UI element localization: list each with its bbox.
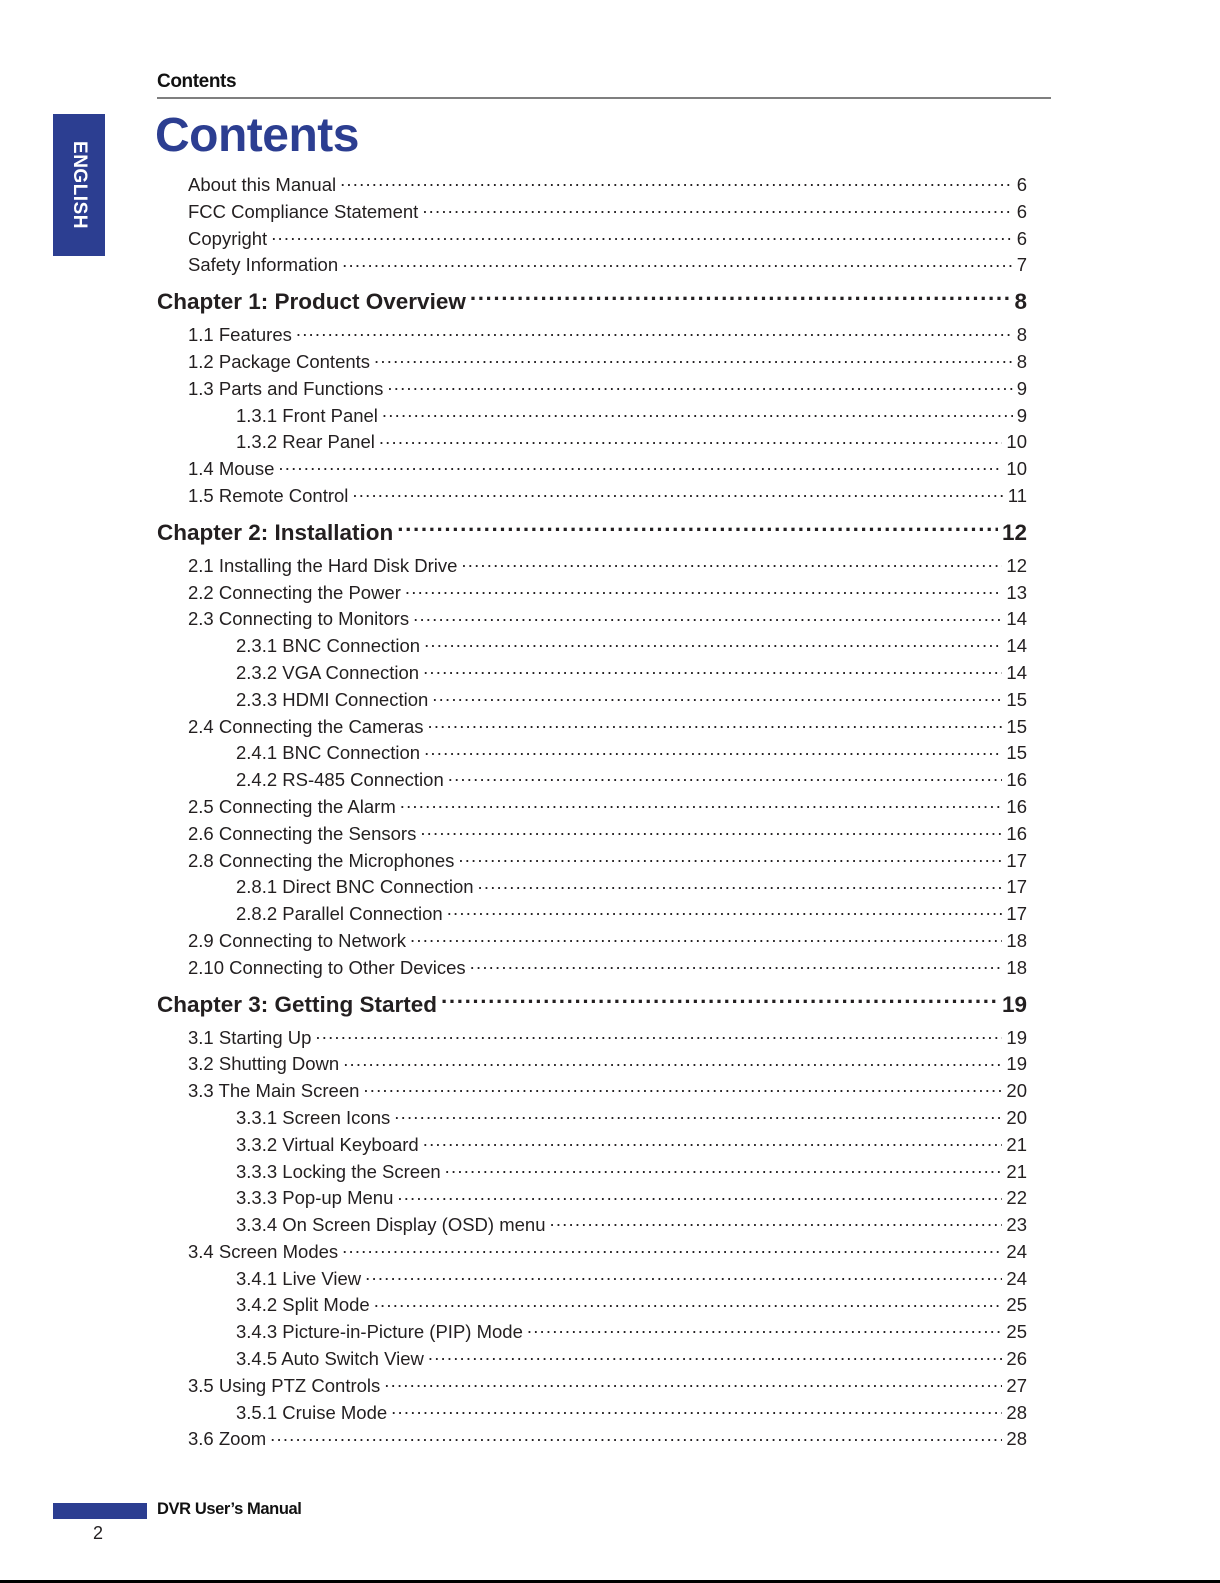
toc-entry-label: 2.4.1 BNC Connection [236,742,421,764]
toc-entry[interactable] [157,714,1027,741]
toc-entry-label: 2.4 Connecting the Cameras [188,715,424,737]
dot-leader [423,1132,1003,1151]
toc-entry-label: 3.1 Starting Up [188,1026,312,1048]
toc-entry-page: 17 [1006,849,1027,871]
toc-entry-page: 14 [1006,635,1027,657]
toc-entry[interactable] [157,821,1027,848]
toc-entry[interactable] [157,660,1027,687]
toc-entry-label: 3.3.1 Screen Icons [236,1106,391,1128]
language-tab-label: ENGLISH [69,141,91,229]
toc-entry[interactable] [157,429,1027,456]
dot-leader [374,1293,1003,1312]
chapter-title: Chapter 3: Getting Started [157,991,438,1017]
toc-entry[interactable] [157,553,1027,580]
dot-leader [422,199,1012,218]
toc-entry[interactable] [157,456,1027,483]
toc-entry-label: 2.5 Connecting the Alarm [188,795,396,817]
chapter-title: Chapter 2: Installation [157,519,394,545]
toc-entry-label: 2.8.1 Direct BNC Connection [236,876,474,898]
dot-leader [448,768,1003,787]
toc-entry-page: 18 [1006,929,1027,951]
toc-entry[interactable] [157,199,1027,226]
toc-entry[interactable] [157,1373,1027,1400]
toc-entry[interactable] [157,252,1027,279]
toc-entry-label: About this Manual [188,174,337,195]
dot-leader [420,821,1002,840]
toc-entry[interactable] [157,874,1027,901]
running-header: Contents [157,71,237,92]
dot-leader [270,1427,1002,1446]
dot-leader [391,1400,1002,1419]
chapter-page: 12 [1001,519,1027,545]
toc-chapter-3[interactable] [157,985,1027,1025]
dot-leader [343,1052,1002,1071]
toc-entry-label: 3.3.2 Virtual Keyboard [236,1133,419,1155]
dot-leader [296,323,1013,342]
toc-entry-page: 6 [1016,200,1027,222]
toc-entry[interactable] [157,1212,1027,1239]
toc-entry[interactable] [157,1292,1027,1319]
toc-entry-page: 16 [1006,795,1027,817]
toc-entry[interactable] [157,376,1027,403]
dot-leader [397,517,998,540]
toc-entry[interactable] [157,848,1027,875]
toc-entry-page: 20 [1006,1080,1027,1102]
toc-entry-page: 26 [1006,1348,1027,1370]
dot-leader [363,1079,1002,1098]
toc-entry[interactable] [157,955,1027,982]
toc-entry-label: 3.5 Using PTZ Controls [188,1374,381,1396]
toc-entry[interactable] [157,322,1027,349]
toc-entry[interactable] [157,1400,1027,1427]
toc-entry[interactable] [157,1239,1027,1266]
toc-entry-page: 15 [1006,742,1027,764]
toc-entry-label: 2.2 Connecting the Power [188,581,401,603]
toc-entry[interactable] [157,172,1027,199]
dot-leader [379,430,1003,449]
dot-leader [394,1105,1002,1124]
dot-leader [413,607,1002,626]
toc-entry-page: 12 [1006,554,1027,576]
toc-entry-page: 20 [1006,1106,1027,1128]
page-title: Contents [155,109,359,162]
toc-entry-label: 1.1 Features [188,324,292,346]
chapter-page: 8 [1014,289,1027,315]
toc-entry-page: 17 [1006,876,1027,898]
toc-entry[interactable] [157,1266,1027,1293]
toc-entry-label: 1.3 Parts and Functions [188,377,384,399]
toc-entry-label: 3.3 The Main Screen [188,1080,360,1102]
toc-entry[interactable] [157,483,1027,510]
toc-entry-label: 2.8 Connecting the Microphones [188,849,455,871]
dot-leader [423,660,1002,679]
toc-entry-page: 22 [1006,1187,1027,1209]
toc-entry-label: 2.3.3 HDMI Connection [236,688,429,710]
dot-leader [352,483,1003,502]
toc-entry-label: 2.3 Connecting to Monitors [188,608,410,630]
dot-leader [374,349,1013,368]
toc-entry-page: 15 [1006,715,1027,737]
toc-entry-page: 10 [1006,431,1027,453]
toc-entry-page: 19 [1006,1026,1027,1048]
toc-entry-label: 3.4.3 Picture-in-Picture (PIP) Mode [236,1321,523,1343]
toc-entry[interactable] [157,1185,1027,1212]
toc-entry[interactable] [157,349,1027,376]
toc-entry-page: 27 [1006,1374,1027,1396]
toc-entry-page: 18 [1006,956,1027,978]
toc-entry-label: 1.3.1 Front Panel [236,404,378,426]
toc-entry[interactable] [157,1159,1027,1186]
dot-leader [340,173,1013,192]
dot-leader [315,1025,1002,1044]
toc-entry-label: 1.4 Mouse [188,458,275,480]
toc-entry[interactable] [157,901,1027,928]
dot-leader [424,741,1002,760]
toc-entry-page: 23 [1006,1214,1027,1236]
toc-entry-page: 25 [1006,1321,1027,1343]
toc-entry-label: 3.3.3 Pop-up Menu [236,1187,394,1209]
toc-entry-label: 2.10 Connecting to Other Devices [188,956,466,978]
dot-leader [278,457,1002,476]
toc-entry-label: 2.9 Connecting to Network [188,929,407,951]
dot-leader [461,553,1002,572]
dot-leader [342,253,1013,272]
dot-leader [447,902,1003,921]
footer-manual-title: DVR User’s Manual [157,1500,302,1518]
toc-entry[interactable] [157,1051,1027,1078]
toc-entry-label: 3.4.1 Live View [236,1267,362,1289]
toc-entry[interactable] [157,226,1027,253]
toc-entry-label: Safety Information [188,254,339,276]
dot-leader [445,1159,1003,1178]
toc-entry-page: 14 [1006,661,1027,683]
dot-leader [384,1373,1002,1392]
toc-entry-label: 2.3.2 VGA Connection [236,661,420,683]
toc-entry-label: FCC Compliance Statement [188,200,419,222]
toc-entry-label: 3.4.5 Auto Switch View [236,1348,424,1370]
dot-leader [397,1186,1002,1205]
header-rule [157,97,1051,99]
toc-entry[interactable] [157,794,1027,821]
toc-entry[interactable] [157,1025,1027,1052]
toc-entry[interactable] [157,1105,1027,1132]
toc-entry[interactable] [157,1346,1027,1373]
dot-leader [382,403,1013,422]
toc-entry-label: 3.5.1 Cruise Mode [236,1401,388,1423]
toc-entry-page: 28 [1006,1401,1027,1423]
dot-leader [405,580,1003,599]
toc-entry[interactable] [157,1426,1027,1453]
dot-leader [365,1266,1002,1285]
chapter-title: Chapter 1: Product Overview [157,289,466,315]
toc-entry-label: 3.6 Zoom [188,1428,267,1450]
toc-entry-page: 24 [1006,1267,1027,1289]
toc-entry-label: 3.4 Screen Modes [188,1240,339,1262]
dot-leader [470,287,1011,310]
toc-entry[interactable] [157,928,1027,955]
toc-entry[interactable] [157,1319,1027,1346]
toc-entry-label: 2.4.2 RS-485 Connection [236,769,444,791]
page-number: 2 [93,1523,104,1543]
language-tab [53,114,105,256]
toc-entry-page: 15 [1006,688,1027,710]
toc-entry-page: 8 [1016,324,1027,346]
chapter-page: 19 [1001,991,1027,1017]
toc-entry-label: 3.2 Shutting Down [188,1053,340,1075]
toc-entry[interactable] [157,687,1027,714]
toc-entry-page: 9 [1016,404,1027,426]
toc-entry-page: 24 [1006,1240,1027,1262]
toc-entry[interactable] [157,606,1027,633]
toc-entry-label: 1.3.2 Rear Panel [236,431,375,453]
dot-leader [458,848,1002,867]
dot-leader [428,1347,1003,1366]
toc-chapter-1[interactable] [157,282,1027,322]
toc-entry-page: 9 [1016,377,1027,399]
toc-entry[interactable] [157,740,1027,767]
toc-entry-label: 1.5 Remote Control [188,484,349,506]
dot-leader [470,955,1003,974]
toc-entry-page: 6 [1016,227,1027,249]
dot-leader [527,1320,1003,1339]
toc-entry[interactable] [157,633,1027,660]
footer-accent-bar [53,1503,147,1519]
toc-entry-page: 21 [1006,1160,1027,1182]
toc-entry-label: 3.4.2 Split Mode [236,1294,370,1316]
toc-entry[interactable] [157,1132,1027,1159]
dot-leader [428,714,1003,733]
toc-entry-label: Copyright [188,227,268,249]
table-of-contents [157,172,1027,1453]
toc-entry-page: 28 [1006,1428,1027,1450]
toc-entry-page: 16 [1006,769,1027,791]
toc-entry-page: 8 [1016,350,1027,372]
toc-entry-label: 2.8.2 Parallel Connection [236,903,443,925]
toc-entry-label: 1.2 Package Contents [188,350,371,372]
toc-entry-page: 13 [1006,581,1027,603]
dot-leader [424,634,1002,653]
dot-leader [271,226,1013,245]
toc-entry-page: 16 [1006,822,1027,844]
toc-entry[interactable] [157,1078,1027,1105]
toc-entry-page: 11 [1007,484,1027,506]
dot-leader [432,687,1002,706]
dot-leader [400,794,1003,813]
toc-entry-page: 21 [1006,1133,1027,1155]
toc-entry[interactable] [157,580,1027,607]
toc-entry[interactable] [157,767,1027,794]
toc-entry-page: 17 [1006,903,1027,925]
dot-leader [342,1239,1002,1258]
toc-entry-page: 7 [1016,254,1027,276]
toc-entry-page: 14 [1006,608,1027,630]
toc-entry-label: 2.1 Installing the Hard Disk Drive [188,554,458,576]
toc-entry-label: 3.3.3 Locking the Screen [236,1160,441,1182]
dot-leader [441,989,998,1012]
dot-leader [410,928,1002,947]
toc-entry-label: 2.6 Connecting the Sensors [188,822,417,844]
toc-entry-label: 3.3.4 On Screen Display (OSD) menu [236,1214,546,1236]
toc-chapter-2[interactable] [157,513,1027,553]
toc-entry-page: 6 [1016,174,1027,195]
dot-leader [387,376,1012,395]
toc-entry-page: 25 [1006,1294,1027,1316]
toc-entry-page: 19 [1006,1053,1027,1075]
toc-entry-page: 10 [1006,458,1027,480]
dot-leader [550,1213,1003,1232]
toc-entry-label: 2.3.1 BNC Connection [236,635,421,657]
toc-entry[interactable] [157,403,1027,430]
dot-leader [478,875,1003,894]
